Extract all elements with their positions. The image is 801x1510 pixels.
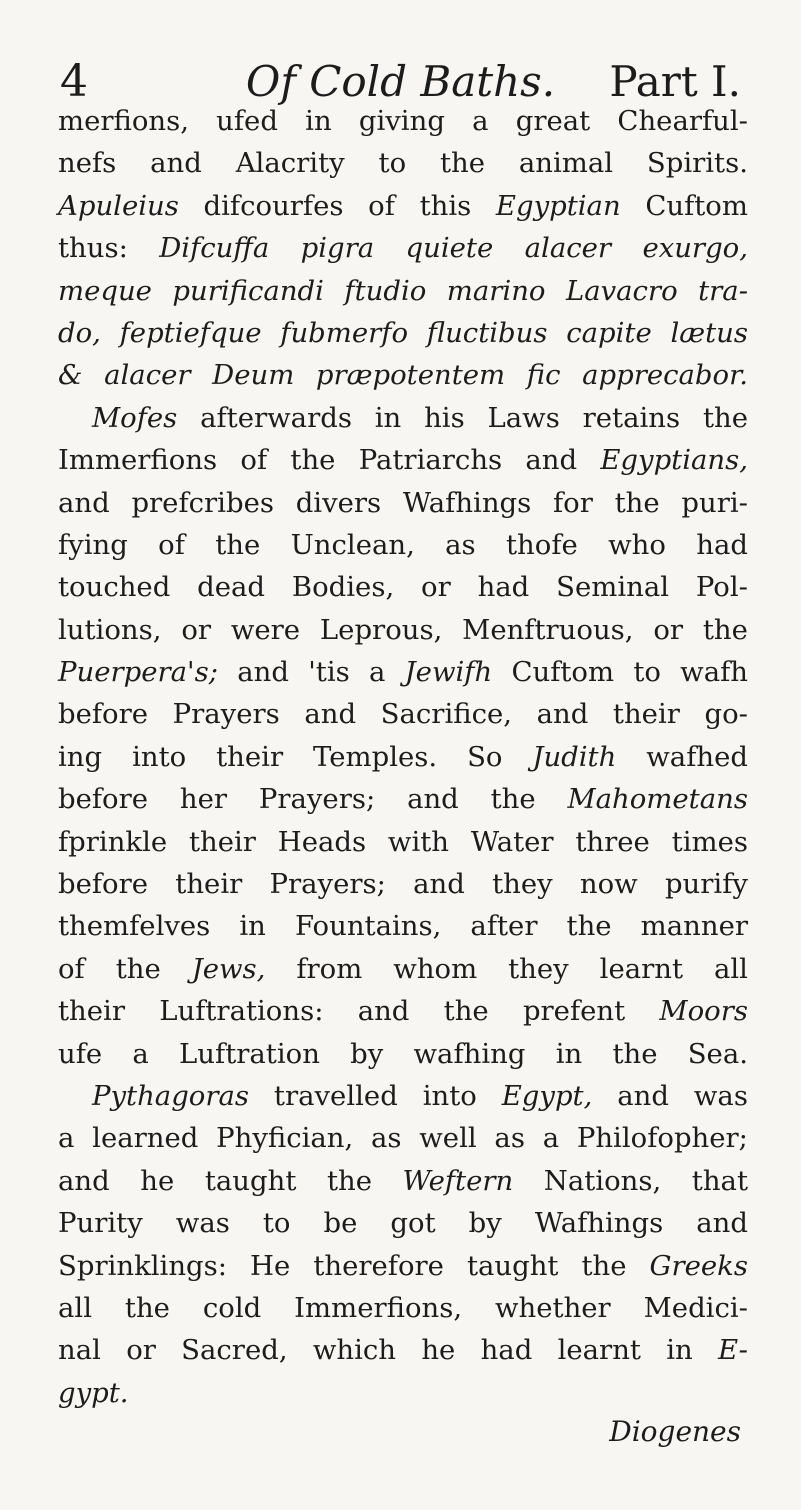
word: a	[132, 1037, 149, 1070]
word: Pol-	[695, 571, 748, 604]
word: Prayers	[172, 698, 280, 731]
word: taught	[466, 1249, 559, 1282]
word: Sprinklings:	[58, 1249, 228, 1282]
word: wafhing	[413, 1037, 526, 1070]
word: he	[421, 1334, 456, 1367]
text-line	[58, 1117, 748, 1159]
italic-word: Difcuffa	[159, 232, 270, 265]
word: the	[581, 1249, 627, 1282]
word: of	[240, 444, 268, 477]
word: Patriarchs	[358, 444, 503, 477]
word: the	[124, 1291, 170, 1324]
word: in	[666, 1334, 693, 1367]
word: a	[472, 105, 489, 137]
word: who	[608, 528, 666, 561]
italic-word: meque	[58, 274, 152, 307]
word: Temples.	[313, 740, 438, 773]
word: great	[515, 105, 591, 137]
word: had	[480, 1334, 533, 1367]
word: cold	[202, 1291, 262, 1324]
word: with	[387, 825, 450, 858]
word: puri-	[681, 486, 748, 519]
word: by	[468, 1207, 502, 1240]
word: Prayers;	[258, 783, 376, 816]
word: of	[158, 528, 185, 561]
text-line	[58, 397, 748, 439]
word: Sea.	[687, 1037, 748, 1070]
word: his	[424, 401, 465, 434]
word: three	[575, 825, 650, 858]
word: Unclean,	[290, 528, 415, 561]
word: the	[215, 528, 261, 561]
word: and	[357, 995, 410, 1028]
italic-word: Pythagoras	[92, 1079, 250, 1112]
italic-word: capite	[566, 316, 652, 349]
word: dead	[197, 571, 266, 604]
word: of	[58, 952, 85, 985]
italic-word: purificandi	[172, 274, 324, 307]
italic-word: apprecabor.	[582, 359, 748, 392]
text-line	[58, 270, 748, 312]
italic-word: Mahometans	[567, 783, 748, 816]
italic-word: lætus	[670, 316, 748, 349]
word: the	[115, 952, 161, 985]
italic-word: fic	[526, 359, 561, 392]
text-line	[58, 354, 748, 396]
word: Spirits.	[646, 147, 748, 180]
word: purify	[664, 868, 748, 901]
word: Sacred,	[181, 1334, 288, 1367]
word: ufe	[58, 1037, 103, 1070]
word: Purity	[58, 1207, 143, 1240]
word: into	[422, 1079, 477, 1112]
word: to	[378, 147, 407, 180]
word: lutions,	[58, 613, 162, 646]
italic-word: Egyptian	[495, 189, 621, 222]
word: a	[58, 1122, 75, 1155]
italic-word: Jewifh	[404, 656, 493, 689]
word: of	[368, 189, 395, 222]
word: the	[612, 1037, 658, 1070]
word: touched	[58, 571, 171, 604]
word: their	[216, 740, 284, 773]
word: before	[58, 783, 149, 816]
text-line	[58, 990, 748, 1032]
word: and	[525, 444, 578, 477]
word: and	[536, 698, 589, 731]
word: to	[633, 656, 661, 689]
word: all	[713, 952, 748, 985]
italic-word: quiete	[405, 232, 494, 265]
italic-word: fubmerfo	[280, 316, 409, 349]
word: the	[490, 783, 536, 816]
word: Phyfician,	[216, 1122, 354, 1155]
text-line	[58, 482, 748, 524]
word: prefcribes	[131, 486, 274, 519]
italic-word: marino	[446, 274, 546, 307]
word: they	[508, 952, 569, 985]
word: Wafhings	[402, 486, 532, 519]
word: therefore	[313, 1249, 444, 1282]
word: Luftrations:	[159, 995, 324, 1028]
word: thofe	[506, 528, 578, 561]
word: he	[140, 1164, 175, 1197]
word: thus:	[58, 232, 128, 265]
word: were	[230, 613, 301, 646]
word: Menftruous,	[462, 613, 634, 646]
word: learnt	[557, 1334, 641, 1367]
italic-word: Deum	[212, 359, 295, 392]
word: Water	[470, 825, 554, 858]
word: as	[371, 1122, 402, 1155]
word: a	[542, 1122, 560, 1155]
italic-word: feptiefque	[119, 316, 262, 349]
word: and	[696, 1207, 748, 1240]
italic-word: Egypt,	[501, 1079, 593, 1112]
body-text	[58, 100, 748, 1414]
word: Wafhings	[534, 1207, 664, 1240]
part-label: Part I.	[609, 57, 741, 106]
word: nal	[58, 1334, 101, 1367]
word: into	[132, 740, 187, 773]
italic-word: E-	[718, 1334, 748, 1367]
page-number: 4	[60, 56, 88, 107]
text-line	[58, 863, 748, 905]
text-line	[58, 142, 748, 184]
word: or	[421, 571, 451, 604]
word: Laws	[487, 401, 560, 434]
word: go-	[704, 698, 748, 731]
word: Luftration	[179, 1037, 320, 1070]
word: giving	[358, 105, 445, 137]
word: the	[290, 444, 336, 477]
word: travelled	[273, 1079, 398, 1112]
word: well	[419, 1122, 477, 1155]
word: retains	[582, 401, 681, 434]
word: in	[555, 1037, 583, 1070]
word: a	[369, 656, 386, 689]
word: Cuftom	[511, 656, 615, 689]
word: learnt	[599, 952, 684, 985]
word: learned	[92, 1122, 199, 1155]
text-line	[58, 312, 748, 354]
word: the	[702, 401, 748, 434]
text-line	[58, 693, 748, 735]
word: her	[179, 783, 228, 816]
italic-word: Puerpera's;	[58, 656, 218, 689]
italic-word: fluctibus	[426, 316, 548, 349]
text-line	[58, 1245, 748, 1287]
word: be	[323, 1207, 358, 1240]
text-line	[58, 566, 748, 608]
word: in	[239, 910, 266, 943]
text-line	[58, 1033, 748, 1075]
word: manner	[640, 910, 748, 943]
word: the	[443, 995, 489, 1028]
word: was	[175, 1207, 230, 1240]
word: or	[181, 613, 212, 646]
text-line	[58, 736, 748, 778]
word: all	[58, 1291, 92, 1324]
running-title: Of Cold Baths.	[245, 57, 556, 106]
word: Sacrifice,	[380, 698, 513, 731]
word: Cuftom	[645, 189, 748, 222]
text-line	[58, 100, 748, 142]
italic-word: Lavacro	[565, 274, 678, 307]
word: and	[237, 656, 289, 689]
italic-word: alacer	[524, 232, 612, 265]
word: wafh	[680, 656, 748, 689]
word: Prayers;	[269, 868, 386, 901]
word: whether	[495, 1291, 611, 1324]
italic-word: Apuleius	[58, 189, 179, 222]
word: merfions,	[58, 105, 189, 137]
word: Seminal	[556, 571, 670, 604]
word: whom	[393, 952, 478, 985]
word: or	[653, 613, 684, 646]
text-line	[58, 1160, 748, 1202]
text-line	[58, 651, 748, 693]
word: fying	[58, 528, 128, 561]
word: from	[296, 952, 363, 985]
text-line	[58, 1372, 748, 1414]
word: which	[312, 1334, 397, 1367]
word: that	[691, 1164, 748, 1197]
italic-word: tra-	[698, 274, 748, 307]
word: the	[566, 910, 612, 943]
word: and	[304, 698, 357, 731]
word: as	[445, 528, 476, 561]
word: 'tis	[308, 656, 350, 689]
word: after	[470, 910, 538, 943]
italic-word: Judith	[532, 740, 617, 773]
word: and	[407, 783, 459, 816]
word: got	[390, 1207, 436, 1240]
word: times	[671, 825, 748, 858]
word: divers	[295, 486, 382, 519]
italic-word: Moors	[659, 995, 748, 1028]
word: and	[413, 868, 465, 901]
word: in	[305, 105, 332, 137]
word: nefs	[58, 147, 117, 180]
word: and	[150, 147, 202, 180]
word: and	[617, 1079, 669, 1112]
text-line	[58, 948, 748, 990]
word: afterwards	[200, 401, 352, 434]
italic-word: alacer	[104, 359, 191, 392]
word: wafhed	[646, 740, 748, 773]
word: had	[477, 571, 530, 604]
text-line	[58, 439, 748, 481]
word: to	[262, 1207, 291, 1240]
word: the	[326, 1164, 372, 1197]
text-line	[58, 1287, 748, 1329]
text-line	[58, 905, 748, 947]
word: and	[58, 1164, 110, 1197]
text-line	[58, 227, 748, 269]
text-line	[58, 778, 748, 820]
word: Chearful-	[617, 105, 748, 137]
text-line	[58, 1202, 748, 1244]
word: Heads	[277, 825, 367, 858]
word: before	[58, 868, 149, 901]
word: Medici-	[643, 1291, 748, 1324]
text-line	[58, 1075, 748, 1117]
word: Fountains,	[294, 910, 442, 943]
word: their	[58, 995, 125, 1028]
word: or	[126, 1334, 156, 1367]
word: Bodies,	[291, 571, 395, 604]
word: So	[467, 740, 503, 773]
word: ing	[58, 740, 103, 773]
word: animal	[518, 147, 614, 180]
word: Immerfions,	[294, 1291, 463, 1324]
word: Nations,	[543, 1164, 662, 1197]
word: Alacrity	[235, 147, 345, 180]
word: before	[58, 698, 149, 731]
text-line	[58, 1329, 748, 1371]
word: for	[553, 486, 593, 519]
text-line	[58, 821, 748, 863]
word: their	[175, 868, 243, 901]
italic-word: &	[58, 359, 83, 392]
word: Philofopher;	[576, 1122, 748, 1155]
word: their	[612, 698, 680, 731]
word: their	[188, 825, 256, 858]
italic-word: pigra	[300, 232, 375, 265]
italic-word: Egyptians,	[600, 444, 748, 477]
italic-word: Greeks	[649, 1249, 748, 1282]
word: the	[614, 486, 660, 519]
word: was	[693, 1079, 748, 1112]
word: the	[702, 613, 748, 646]
word: this	[419, 189, 472, 222]
word: Immerfions	[58, 444, 218, 477]
word: taught	[204, 1164, 297, 1197]
italic-word: do,	[58, 316, 101, 349]
word: difcourfes	[203, 189, 344, 222]
italic-word: Mofes	[92, 401, 178, 434]
word: themfelves	[58, 910, 211, 943]
word: prefent	[522, 995, 626, 1028]
word: now	[579, 868, 638, 901]
text-line	[58, 524, 748, 566]
catchword: Diogenes	[609, 1415, 741, 1448]
word: had	[696, 528, 748, 561]
word: ufed	[216, 105, 278, 137]
word: the	[439, 147, 486, 180]
word: Leprous,	[319, 613, 443, 646]
word: fprinkle	[58, 825, 168, 858]
italic-word: exurgo,	[642, 232, 748, 265]
word: and	[58, 486, 110, 519]
text-line	[58, 185, 748, 227]
text-line	[58, 609, 748, 651]
italic-word: ftudio	[344, 274, 427, 307]
italic-word: Jews,	[191, 952, 266, 985]
word: in	[374, 401, 402, 434]
italic-word: gypt.	[58, 1376, 129, 1409]
word: they	[492, 868, 553, 901]
word: as	[494, 1122, 525, 1155]
word: by	[350, 1037, 384, 1070]
italic-word: Weftern	[402, 1164, 514, 1197]
word: He	[250, 1249, 291, 1282]
italic-word: præpotentem	[315, 359, 506, 392]
